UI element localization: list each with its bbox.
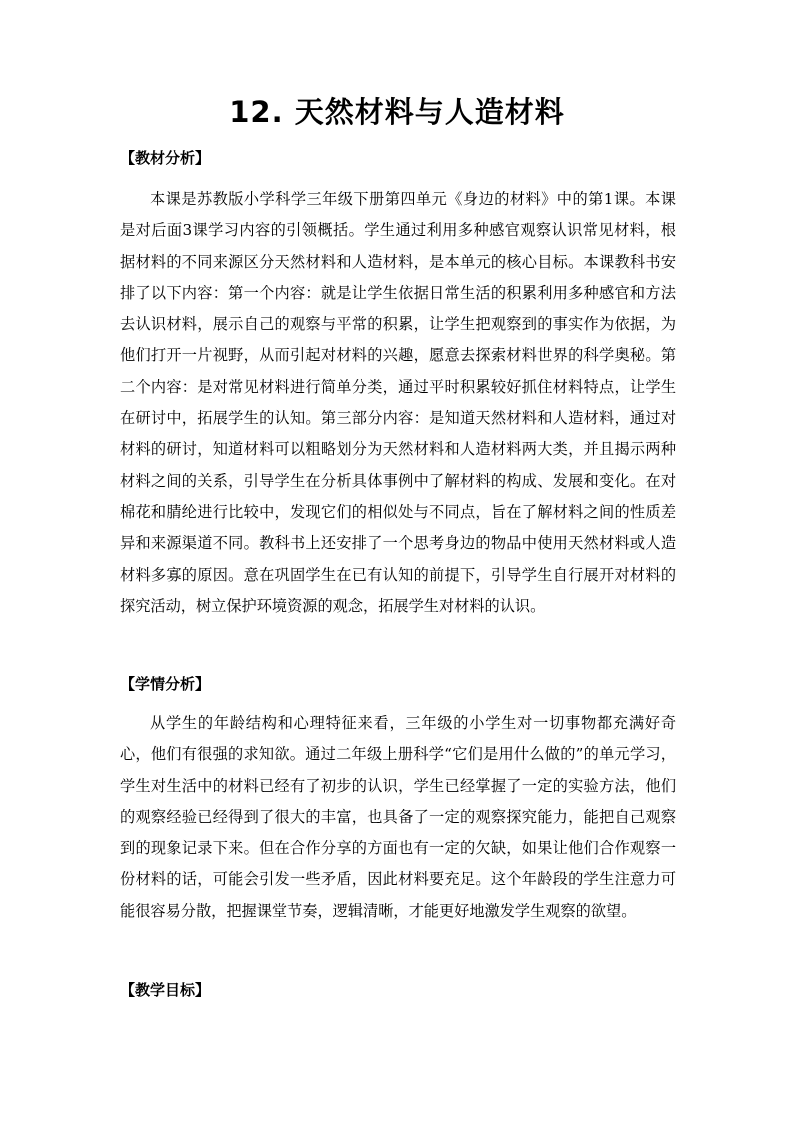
- section-heading-student-analysis: 【学情分析】: [120, 675, 211, 693]
- section-heading-textbook-analysis: 【教材分析】: [120, 149, 211, 167]
- section-heading-teaching-goals: 【教学目标】: [120, 981, 211, 999]
- section-paragraph-textbook-analysis: 本课是苏教版小学科学三年级下册第四单元《身边的材料》中的第1课。本课是对后面3课学习内容的引领概括。学生通过利用多种感官观察认识常见材料，根据材料的不同来源区分天然材料和人造材料，是本单元的核心目标。本课教科书安排了以下内容：第一个内容：就是让学生依据日常生活的积累利用多种感官和方法去认识材料，展示自己的观察与平常的积累，让学生把观察到的事实作为依据，为他们打开一片视野，从而引起对材料的兴趣，愿意去探索材料世界的科学奥秘。第二个内容：是对常见材料进行简单分类，通过平时积累较好抓住材料特点，让学生在研讨中，拓展学生的认知。第三部分内容：是知道天然材料和人造材料，通过对材料的研讨，知道材料可以粗略划分为天然材料和人造材料两大类，并且揭示两种材料之间的关系，引导学生在分析具体事例中了解材料的构成、发展和变化。在对棉花和腈纶进行比较中，发现它们的相似处与不同点，旨在了解材料之间的性质差异和来源渠道不同。教科书上还安排了一个思考身边的物品中使用天然材料或人造材料多寡的原因。意在巩固学生在已有认知的前提下，引导学生自行展开对材料的探究活动，树立保护环境资源的观念，拓展学生对材料的认识。: [120, 190, 676, 615]
- section-paragraph-student-analysis: 从学生的年龄结构和心理特征来看，三年级的小学生对一切事物都充满好奇心，他们有很强的求知欲。通过二年级上册科学“它们是用什么做的”的单元学习，学生对生活中的材料已经有了初步的认识，学生已经掌握了一定的实验方法，他们的观察经验已经得到了很大的丰富，也具备了一定的观察探究能力，能把自己观察到的现象记录下来。但在合作分享的方面也有一定的欠缺，如果让他们合作观察一份材料的话，可能会引发一些矛盾，因此材料要充足。这个年龄段的学生注意力可能很容易分散，把握课堂节奏，逻辑清晰，才能更好地激发学生观察的欲望。: [120, 714, 676, 920]
- document-title: 12. 天然材料与人造材料: [229, 95, 565, 129]
